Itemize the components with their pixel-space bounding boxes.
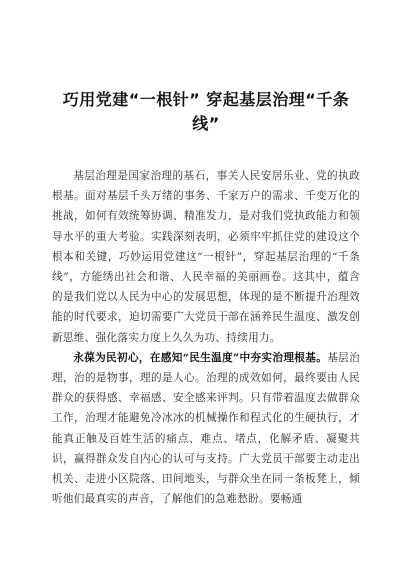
paragraph-intro bbox=[52, 166, 360, 348]
document-title: 巧用党建“一根针” 穿起基层治理“千条线” bbox=[62, 90, 350, 133]
section-1-lead-sentence: 永葆为民初心，在感知“民生温度”中夯实治理根基。 bbox=[73, 351, 328, 364]
section-1-body-text: 基层治理，治的是物事，理的是人心。治理的成效如何，最终要由人民群众的获得感、幸福感、安全感来评判。只有带着温度去做群众工作，治理才能避免冷冰冰的机械操作和程式化的生硬执行，才能真正触及百姓生活的痛点、难点、堵点，化解矛盾、凝聚共识，赢得群众发自内心的认可与支持。广大党员干部要主动走出机关、走进小区院落、田间地头，与群众坐在同一条板凳上，倾听他们最真实的声音，了解他们的急难愁盼。要畅通 bbox=[52, 351, 360, 506]
paragraph-intro-text: 基层治理是国家治理的基石，事关人民安居乐业、党的执政根基。面对基层千头万绪的事务、千家万户的需求、千变万化的挑战，如何有效统筹协调、精准发力，是对我们党执政能力和领导水平的重大考验。实践深刻表明，必须牢牢抓住党的建设这个根本和关键，巧妙运用党建这“一根针”，穿起基层治理的“千条线”，方能绣出社会和谐、人民幸福的美丽画卷。这其中，蕴含的是我们党以人民为中心的发展思想，体现的是不断提升治理效能的时代要求，迫切需要广大党员干部在涵养民生温度、激发创新思维、强化落实力度上久久为功、持续用力。 bbox=[52, 170, 360, 344]
paragraph-section-1 bbox=[52, 348, 360, 510]
